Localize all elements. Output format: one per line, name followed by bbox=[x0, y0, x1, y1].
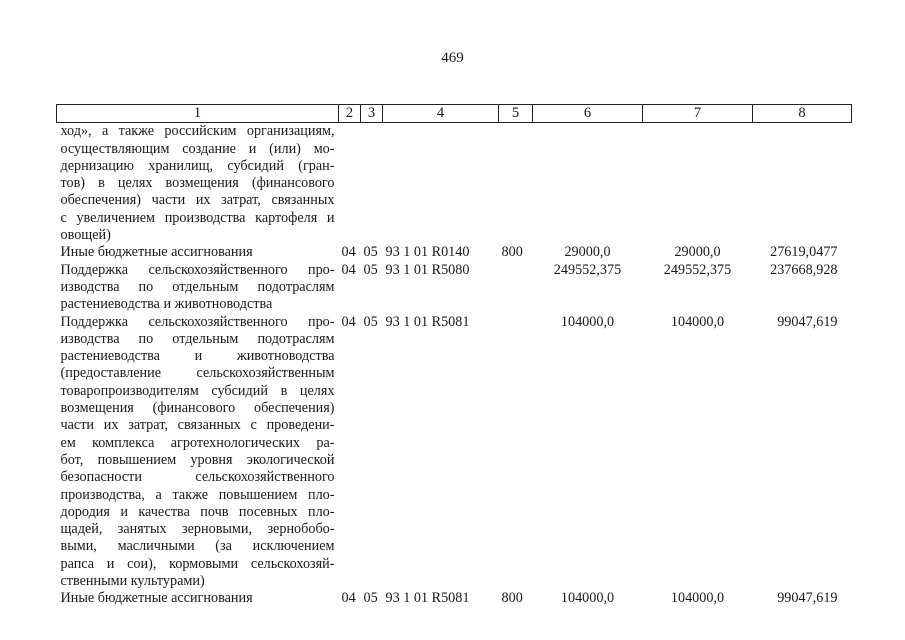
row-name-line: дородия и качества почв посевных пло- bbox=[60, 503, 335, 520]
row-name-cell bbox=[57, 244, 339, 261]
subsection-code: 05 bbox=[363, 590, 378, 607]
amount-col-6: 104000,0 bbox=[560, 313, 615, 330]
header-row bbox=[57, 105, 852, 123]
section-code: 04 bbox=[341, 244, 356, 261]
row-name-line: тов) в целях возмещения (финансового bbox=[60, 175, 335, 192]
table-header bbox=[57, 105, 852, 123]
amount-col-8: 237668,928 bbox=[770, 261, 838, 278]
header-col-7: 7 bbox=[643, 105, 753, 123]
row-name-line: овощей) bbox=[60, 227, 111, 244]
row-name-line: растениеводства и животноводства bbox=[60, 348, 335, 365]
row-name-line: части их затрат, связанных с проведени- bbox=[60, 417, 335, 434]
budget-table bbox=[56, 104, 852, 608]
target-article-code bbox=[383, 123, 499, 245]
row-name-cell bbox=[57, 314, 339, 591]
target-article-code: 93 1 01 R5080 bbox=[385, 261, 470, 278]
row-name-line: осуществляющим создание и (или) мо- bbox=[60, 140, 335, 157]
amount-col-6: 29000,0 bbox=[564, 244, 611, 261]
amount-col-8: 27619,0477 bbox=[770, 244, 838, 261]
amount-col-8 bbox=[753, 123, 852, 245]
row-name-line: безопасности сельскохозяйственного bbox=[60, 469, 335, 486]
row-name-line: рапса и сои), кормовыми сельскохозяй- bbox=[60, 555, 335, 572]
header-col-1: 1 bbox=[57, 105, 339, 123]
row-name-line: товаропроизводителям субсидий в целях bbox=[60, 382, 335, 399]
amount-col-8: 99047,619 bbox=[777, 313, 838, 330]
expense-type-code bbox=[499, 314, 533, 591]
target-article-code: 93 1 01 R0140 bbox=[385, 244, 470, 261]
row-name-line: (предоставление сельскохозяйственным bbox=[60, 365, 335, 382]
amount-col-7: 249552,375 bbox=[663, 261, 732, 278]
header-col-4: 4 bbox=[383, 105, 499, 123]
subsection-code: 05 bbox=[363, 313, 378, 330]
row-name-line: выми, масличными (за исключением bbox=[60, 538, 335, 555]
row-name-line: ственными культурами) bbox=[60, 573, 205, 590]
expense-type-code bbox=[499, 262, 533, 314]
row-name-line: Поддержка сельскохозяйственного про- bbox=[60, 261, 335, 278]
section-code: 04 bbox=[341, 313, 356, 330]
row-name-line: с увеличением производства картофеля и bbox=[60, 209, 335, 226]
section-code: 04 bbox=[341, 590, 356, 607]
header-col-2: 2 bbox=[339, 105, 361, 123]
row-name-line: растениеводства и животноводства bbox=[60, 296, 273, 313]
section-code bbox=[339, 123, 361, 245]
amount-col-6: 104000,0 bbox=[560, 590, 615, 607]
row-name-cell bbox=[57, 262, 339, 314]
row-name-line: обеспечения) части их затрат, связанных bbox=[60, 192, 335, 209]
table-row bbox=[57, 262, 852, 314]
amount-col-7: 104000,0 bbox=[670, 590, 725, 607]
row-name-line: производства, а также повышением пло- bbox=[60, 486, 335, 503]
row-name-line: изводства по отдельным подотраслям bbox=[60, 278, 335, 295]
expense-type-code bbox=[499, 123, 533, 245]
row-name-line: бот, повышением уровня экологической bbox=[60, 451, 335, 468]
header-col-6: 6 bbox=[533, 105, 643, 123]
table-body bbox=[57, 123, 852, 608]
row-name-line: изводства по отдельным подотраслям bbox=[60, 330, 335, 347]
row-name-line: ем комплекса агротехнологических ра- bbox=[60, 434, 335, 451]
page-number: 469 bbox=[441, 50, 464, 66]
subsection-code: 05 bbox=[363, 261, 378, 278]
header-col-5: 5 bbox=[499, 105, 533, 123]
expense-type-code: 800 bbox=[501, 244, 523, 261]
row-name-line: щадей, занятых зерновыми, зернобобо- bbox=[60, 521, 335, 538]
table-row bbox=[57, 244, 852, 261]
expense-type-code: 800 bbox=[501, 590, 523, 607]
amount-col-6: 249552,375 bbox=[553, 261, 622, 278]
subsection-code bbox=[361, 123, 383, 245]
amount-col-7 bbox=[643, 123, 753, 245]
row-name-cell bbox=[57, 123, 339, 245]
row-name-line: Иные бюджетные ассигнования bbox=[60, 590, 253, 607]
amount-col-6 bbox=[533, 123, 643, 245]
amount-col-7: 104000,0 bbox=[670, 313, 725, 330]
table-row bbox=[57, 123, 852, 245]
row-name-line: ход», а также российским организациям, bbox=[60, 123, 335, 140]
subsection-code: 05 bbox=[363, 244, 378, 261]
section-code: 04 bbox=[341, 261, 356, 278]
target-article-code: 93 1 01 R5081 bbox=[385, 590, 470, 607]
target-article-code: 93 1 01 R5081 bbox=[385, 313, 470, 330]
header-col-3: 3 bbox=[361, 105, 383, 123]
row-name-line: возмещения (финансового обеспечения) bbox=[60, 400, 335, 417]
row-name-line: дернизацию хранилищ, субсидий (гран- bbox=[60, 157, 335, 174]
header-col-8: 8 bbox=[753, 105, 852, 123]
row-name-cell bbox=[57, 590, 339, 607]
amount-col-8: 99047,619 bbox=[777, 590, 838, 607]
amount-col-7: 29000,0 bbox=[674, 244, 721, 261]
table-row bbox=[57, 314, 852, 591]
table-row bbox=[57, 590, 852, 607]
row-name-line: Иные бюджетные ассигнования bbox=[60, 244, 253, 261]
row-name-line: Поддержка сельскохозяйственного про- bbox=[60, 313, 335, 330]
